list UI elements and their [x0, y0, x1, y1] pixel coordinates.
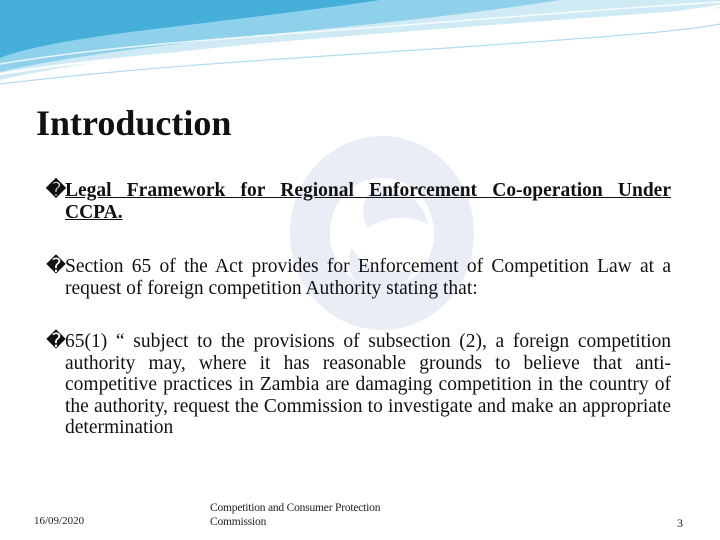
footer-org-line-1: Competition and Consumer Protection	[210, 502, 381, 514]
slide-title: Introduction	[36, 103, 232, 143]
bullet-paragraph-3	[46, 331, 671, 439]
footer-organization	[210, 501, 380, 529]
bullet-paragraph-2	[46, 256, 671, 299]
bullet-glyph-icon: �	[46, 256, 66, 277]
paragraph-text: Section 65 of the Act provides for Enforcement of Competition Law at a request of foreign competition Authority stating that:	[65, 256, 671, 299]
paragraph-text: 65(1) “ subject to the provisions of subsection (2), a foreign competition authority may, where it has reasonable grounds to believe that anti-competitive practices in Zambia are damaging competition in the country of the authority, request the Commission to investigate and make an appropriate determination	[65, 331, 671, 438]
footer-org-line-2: Commission	[210, 516, 267, 528]
bullet-paragraph-1	[46, 180, 671, 223]
paragraph-text: Legal Framework for Regional Enforcement Co-operation Under CCPA.	[65, 180, 671, 223]
header-wave-decoration	[0, 0, 720, 90]
page-number: 3	[677, 516, 683, 530]
bullet-glyph-icon: �	[46, 180, 66, 201]
footer-date: 16/09/2020	[34, 515, 85, 527]
bullet-glyph-icon: �	[46, 331, 66, 352]
slide-body	[46, 180, 671, 439]
